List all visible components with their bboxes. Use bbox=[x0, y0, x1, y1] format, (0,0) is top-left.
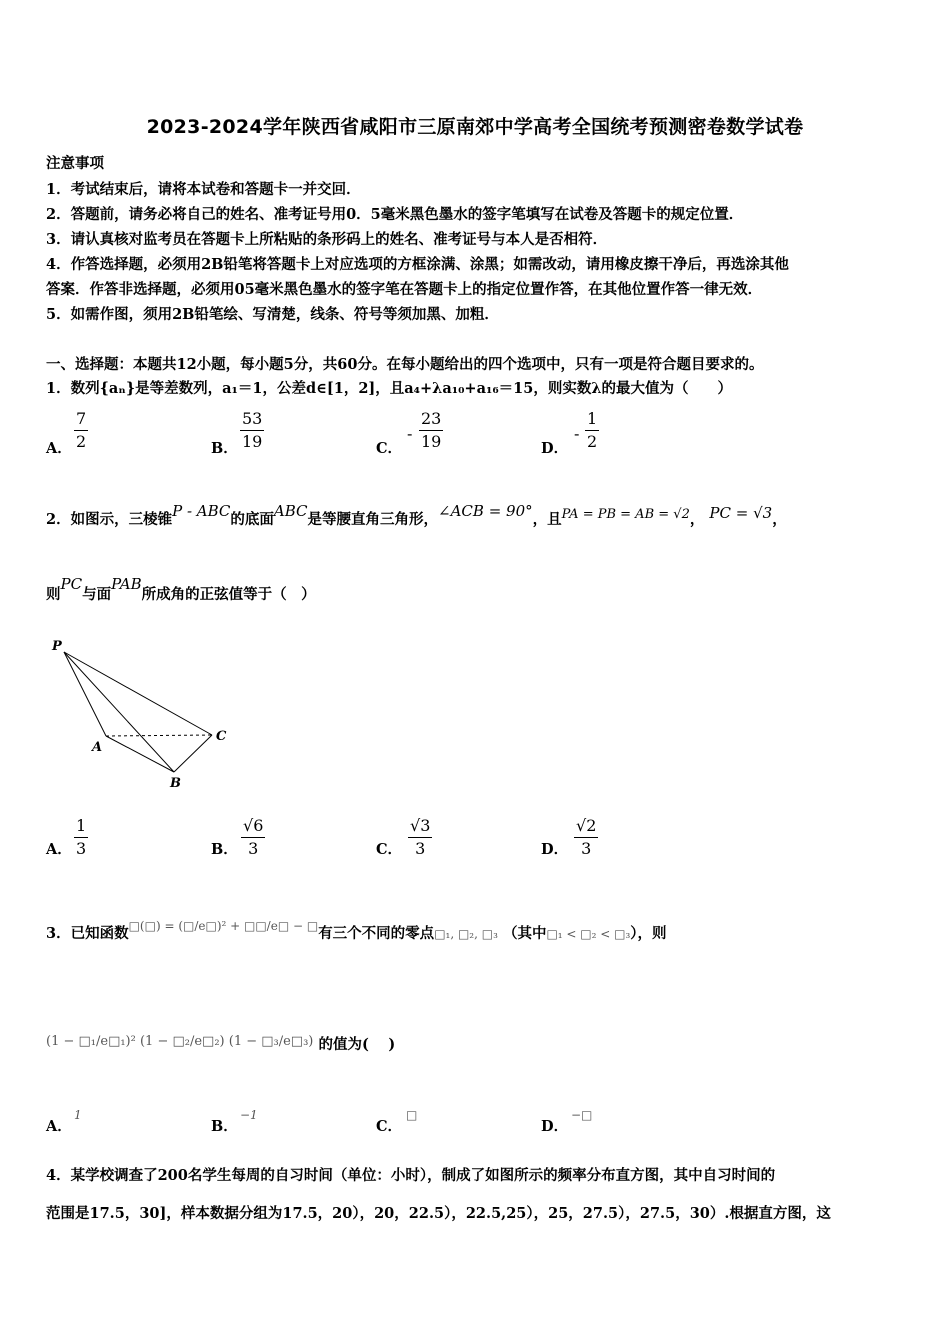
question-3-line-1: 3．已知函数$^{□(□) = (□/e□)^2 + □□/e□ - □}$有三个不同的零点□₁, □₂, □₃ （其中□₁ < □₂ < □₃），则 bbox=[46, 919, 667, 942]
q1-option-b-fraction: $\frac{53}{19}$ bbox=[242, 409, 263, 451]
q3-option-c-value: □ bbox=[406, 1108, 418, 1122]
q2-math-pab: PAB bbox=[111, 575, 142, 593]
q3-math-expression: (1 − □₁/e□₁)² (1 − □₂/e□₂) (1 − □₃/e□₃) bbox=[46, 1034, 314, 1049]
q2-math-pc-2: PC bbox=[60, 575, 83, 593]
q1-option-c-sign: - bbox=[407, 424, 413, 443]
edge-pa bbox=[64, 652, 106, 736]
q3-option-d-label: D． bbox=[541, 1118, 569, 1135]
q3-math-function: □(□) = (□/e□)² + □□/e□ − □ bbox=[128, 919, 319, 933]
q2-option-b-fraction: $\frac{√6}{3}$ bbox=[243, 816, 264, 858]
notice-item: 1．考试结束后，请将本试卷和答题卡一并交回． bbox=[46, 181, 361, 198]
q3-option-a-label: A． bbox=[46, 1118, 72, 1135]
q2-option-c-fraction: $\frac{√3}{3}$ bbox=[410, 816, 431, 858]
q1-option-d-label: D． bbox=[541, 440, 569, 457]
notice-item: 2．答题前，请务必将自己的姓名、准考证号用0．5毫米黑色墨水的签字笔填写在试卷及答题卡的规定位置． bbox=[46, 206, 744, 223]
q3-option-d-value: −□ bbox=[571, 1108, 593, 1122]
q2-option-d-label: D． bbox=[541, 841, 569, 858]
q2-option-b-label: B． bbox=[211, 841, 238, 858]
question-3-line-2: (1 − □₁/e□₁)² (1 − □₂/e□₂) (1 − □₃/e□₃) 的值为( ) bbox=[46, 1034, 396, 1053]
q3-option-b-value: −1 bbox=[240, 1108, 258, 1122]
q1-option-c-label: C． bbox=[376, 440, 403, 457]
q2-option-a-fraction: $\frac{1}{3}$ bbox=[76, 816, 87, 858]
vertex-label-p: P bbox=[52, 639, 62, 654]
page-title: 2023-2024学年陕西省咸阳市三原南郊中学高考全国统考预测密卷数学试卷 bbox=[146, 116, 804, 138]
q2-math-angle: ∠ACB = 90° bbox=[438, 502, 533, 520]
q2-math-edges: PA = PB = AB = √2 bbox=[561, 507, 690, 522]
tetrahedron-figure bbox=[46, 632, 246, 792]
q1-option-b-label: B． bbox=[211, 440, 238, 457]
section-heading: 一、选择题：本题共12小题，每小题5分，共60分。在每小题给出的四个选项中，只有一项是符合题目要求的。 bbox=[46, 356, 764, 373]
q1-option-d-fraction: $\frac{1}{2}$ bbox=[587, 409, 598, 451]
question-2-line-1: 2．如图示，三棱锥P - ABC的底面ABC是等腰直角三角形，∠ACB = 90°，且PA = PB = AB = √2， PC = √3， bbox=[46, 502, 787, 528]
q2-math-abc: ABC bbox=[273, 502, 308, 520]
q1-option-c-fraction: $\frac{23}{19}$ bbox=[421, 409, 442, 451]
notice-heading: 注意事项 bbox=[46, 155, 104, 172]
q2-math-pabc: P - ABC bbox=[172, 502, 231, 520]
question-4-line-1: 4．某学校调查了200名学生每周的自习时间（单位：小时），制成了如图所示的频率分布直方图，其中自习时间的 bbox=[46, 1167, 776, 1184]
q3-math-order: □₁ < □₂ < □₃ bbox=[546, 927, 631, 941]
notice-item: 5．如需作图，须用2B铅笔绘、写清楚，线条、符号等须加黑、加粗． bbox=[46, 306, 499, 323]
vertex-label-a: A bbox=[92, 740, 103, 755]
notice-item: 答案．作答非选择题，必须用05毫米黑色墨水的签字笔在答题卡上的指定位置作答，在其他位置作答一律无效． bbox=[46, 281, 763, 298]
q3-option-c-label: C． bbox=[376, 1118, 403, 1135]
q1-option-a-label: A． bbox=[46, 440, 72, 457]
question-1-text: 1．数列{aₙ}是等差数列，a₁＝1，公差d∈[1，2]，且a₄+λa₁₀+a₁₆＝15，则实数λ的最大值为（ ） bbox=[46, 380, 733, 397]
notice-item: 4．作答选择题，必须用2B铅笔将答题卡上对应选项的方框涂满、涂黑；如需改动，请用橡皮擦干净后，再选涂其他 bbox=[46, 256, 789, 273]
vertex-label-b: B bbox=[170, 776, 181, 791]
edge-bc bbox=[174, 735, 212, 772]
notice-item: 3．请认真核对监考员在答题卡上所粘贴的条形码上的姓名、准考证号与本人是否相符． bbox=[46, 231, 608, 248]
q2-math-pc: PC = √3 bbox=[709, 504, 773, 522]
q1-option-d-sign: - bbox=[574, 424, 580, 443]
q3-option-a-value: 1 bbox=[74, 1108, 82, 1122]
q2-option-c-label: C． bbox=[376, 841, 403, 858]
q2-option-d-fraction: $\frac{√2}{3}$ bbox=[576, 816, 597, 858]
edge-ac-hidden bbox=[106, 735, 212, 736]
edge-ab bbox=[106, 736, 174, 772]
q1-option-a-fraction: $\frac{7}{2}$ bbox=[76, 409, 87, 451]
question-4-line-2: 范围是17.5，30]，样本数据分组为17.5，20），20，22.5），22.5,25），25，27.5），27.5，30）.根据直方图，这 bbox=[46, 1205, 831, 1222]
question-2-line-2: 则PC与面PAB所成角的正弦值等于（ ） bbox=[46, 575, 316, 603]
q2-option-a-label: A． bbox=[46, 841, 72, 858]
q3-math-zeros: □₁, □₂, □₃ bbox=[434, 927, 498, 941]
vertex-label-c: C bbox=[216, 729, 227, 744]
q3-option-b-label: B． bbox=[211, 1118, 238, 1135]
edge-pc bbox=[64, 652, 212, 735]
edge-pb bbox=[64, 652, 174, 772]
